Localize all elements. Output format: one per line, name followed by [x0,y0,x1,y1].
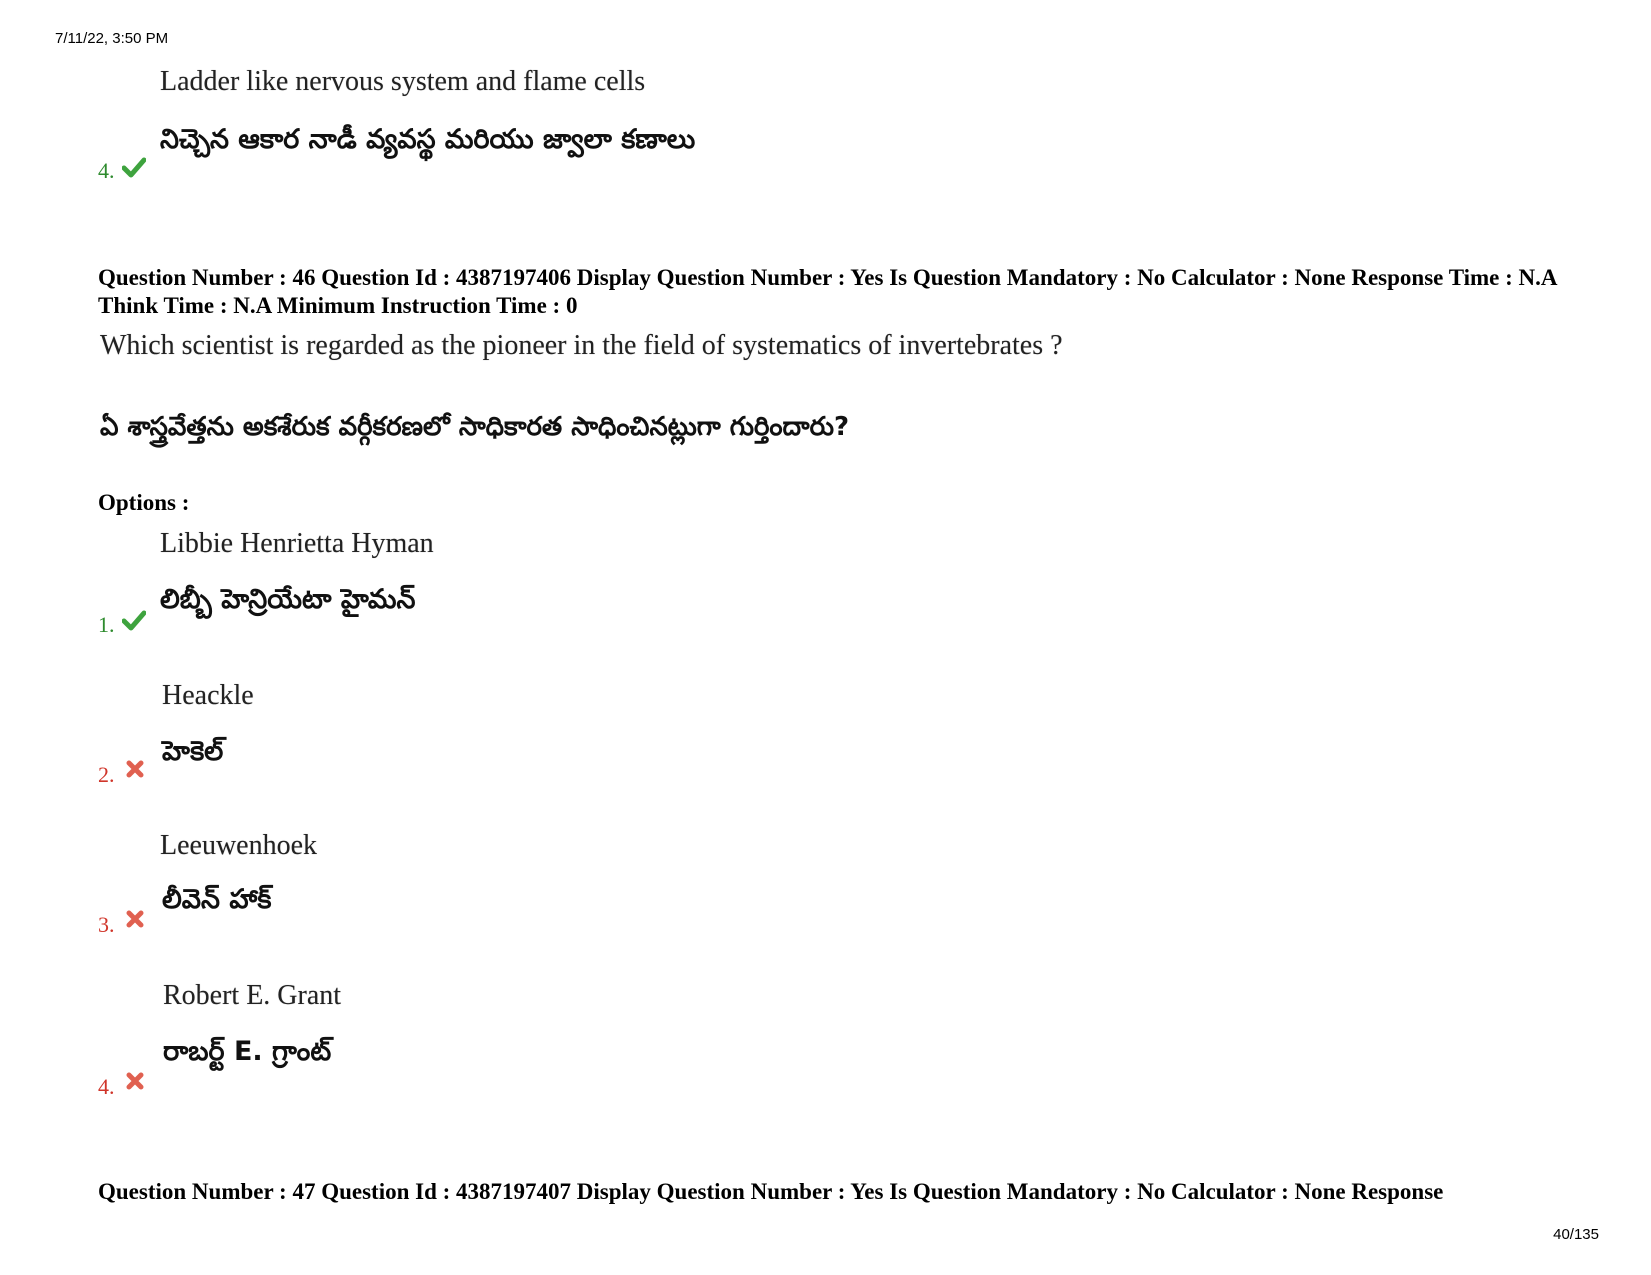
option-3-telugu: లీవెన్ హాక్ [162,884,272,915]
check-icon [122,609,146,631]
option-3-number: 3. [98,912,115,937]
cross-icon [124,759,148,781]
cross-icon [124,1071,148,1093]
check-icon [122,156,146,178]
print-datetime: 7/11/22, 3:50 PM [55,30,169,47]
option-2-number: 2. [98,762,115,787]
question-46-text-telugu: ఏ శాస్త్రవేత్తను అకశేరుక వర్గీకరణలో సాధికారత సాధించినట్లుగా గుర్తిందారు? [100,412,850,442]
option-2-english: Heackle [162,680,254,711]
option-1-telugu: లిబ్బీ హెన్రియేటా హైమన్ [160,584,416,615]
prev-option-4-number: 4. [98,158,115,183]
option-1-english: Libbie Henrietta Hyman [160,528,434,559]
option-4-english: Robert E. Grant [163,980,342,1011]
cross-icon [124,909,148,931]
page-number: 40/135 [1553,1226,1599,1243]
option-1-number: 1. [98,612,115,637]
prev-option-4-telugu: నిచ్చెన ఆకార నాడీ వ్యవస్థ మరియు జ్వాలా కణాలు [160,124,696,155]
option-4-telugu: రాబర్ట్ E. గ్రాంట్ [163,1036,332,1067]
options-label: Options : [98,490,190,515]
question-46-meta: Question Number : 46 Question Id : 4387197406 Display Question Number : Yes Is Question Mandatory : No Calculator : None Response Time : N.A Think Time : N.A Minimum Instruction Time : 0 [98,265,1557,318]
option-4-number: 4. [98,1074,115,1099]
question-47-meta: Question Number : 47 Question Id : 4387197407 Display Question Number : Yes Is Question Mandatory : No Calculator : None Response [98,1179,1444,1204]
prev-option-4-english: Ladder like nervous system and flame cells [160,66,646,97]
question-46-text-english: Which scientist is regarded as the pioneer in the field of systematics of invertebrates ? [100,330,1063,361]
option-3-english: Leeuwenhoek [160,830,318,861]
option-2-telugu: హెకెల్ [162,736,224,767]
